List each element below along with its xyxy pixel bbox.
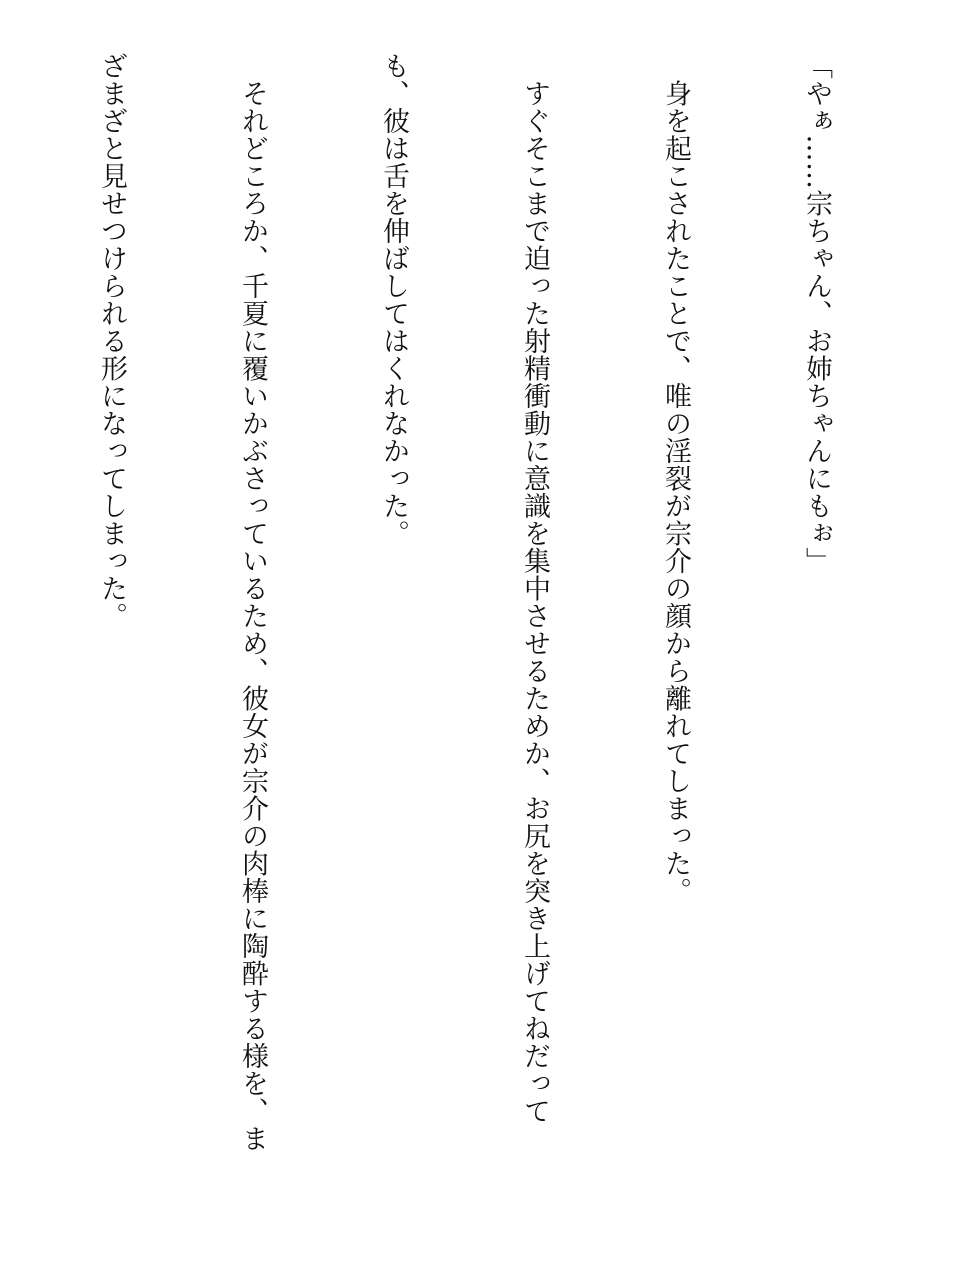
text-line: 身を起こされたことで、唯の淫裂が宗介の顔から離れてしまった。	[660, 52, 691, 905]
text-line: も、彼は舌を伸ばしてはくれなかった。	[378, 52, 409, 547]
vertical-text-body	[0, 52, 934, 1262]
text-line: ざまざと見せつけられる形になってしまった。	[96, 52, 127, 630]
text-line: 「やぁ……宗ちゃん、お姉ちゃんにもぉ」	[801, 52, 832, 575]
text-line: すぐそこまで迫った射精衝動に意識を集中させるためか、お尻を突き上げてねだって	[519, 52, 550, 1125]
text-line: それどころか、千夏に覆いかぶさっているため、彼女が宗介の肉棒に陶酔する様を、ま	[237, 52, 268, 1152]
